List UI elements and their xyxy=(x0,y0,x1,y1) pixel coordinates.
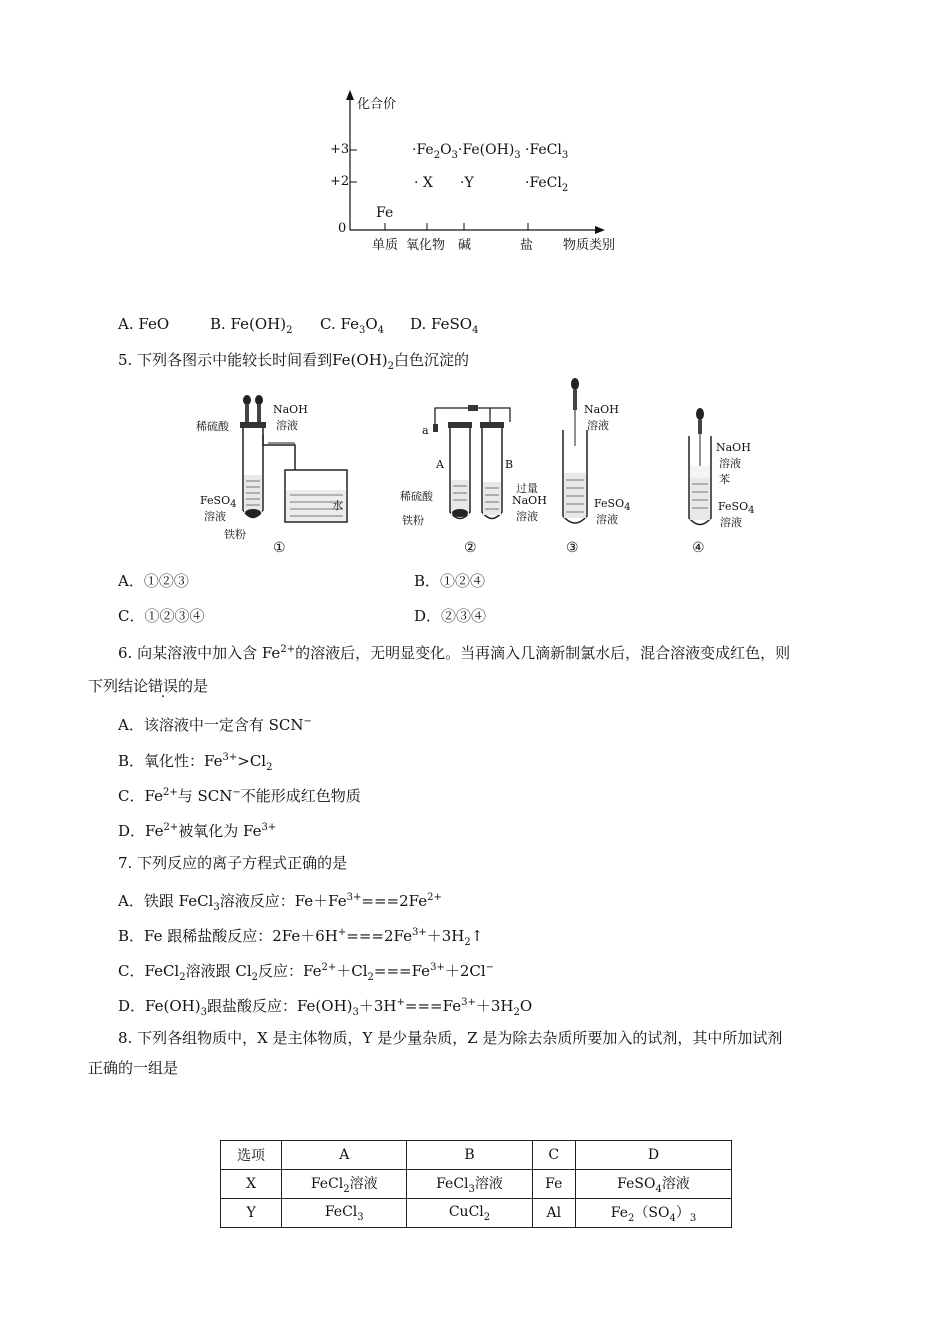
point-fecl3: ·FeCl$_3$ xyxy=(525,142,569,161)
fig2-solution-label: 溶液 xyxy=(516,510,538,523)
fig1-number: ① xyxy=(273,540,286,556)
q6-option-b: B．氧化性：$Fe^{3+}>Cl_2$ xyxy=(118,752,273,773)
fig2-tube-b-label: B xyxy=(505,458,514,471)
y-tick-label-zero: 0 xyxy=(338,221,347,236)
fig4-naoh-solution-label: 溶液 xyxy=(719,457,741,470)
q8-stem-line1: 8. 下列各组物质中，X 是主体物质，Y 是少量杂质，Z 是为除去杂质所要加入的试剂，其中所加试剂 xyxy=(118,1029,783,1047)
table-header-cell: 选项 xyxy=(221,1141,282,1170)
fig1-feso4-label: FeSO$_4$ xyxy=(200,494,237,511)
q5-option-c: C．①②③④ xyxy=(118,607,205,625)
fig2-number: ② xyxy=(464,540,477,556)
fig3-apparatus xyxy=(555,378,595,533)
fig1-naoh-label: NaOH xyxy=(273,403,308,416)
q7-option-d: D．$Fe(OH)_3$跟盐酸反应：$Fe(OH)_3+3H^+===Fe^{3+}+3H_2O$ xyxy=(118,997,533,1018)
fig3-number: ③ xyxy=(566,540,579,556)
table-cell: FeCl$_2$溶液 xyxy=(282,1170,407,1199)
table-row-label: Y xyxy=(221,1199,282,1228)
point-feoh3: $\cdot Fe(OH)_3$ xyxy=(458,142,521,161)
q6-option-a: A．该溶液中一定含有 SCN− xyxy=(118,716,312,734)
fig2-naoh-label: NaOH xyxy=(512,494,547,507)
x-label-oxide: 氧化物 xyxy=(406,238,446,253)
q6-stem-line2: 下列结论错误的是 xyxy=(88,677,209,695)
fig2-excess-label: 过量 xyxy=(516,482,538,495)
y-axis-arrow xyxy=(346,90,354,100)
table-cell: Al xyxy=(532,1199,575,1228)
fig3-naoh-solution-label: 溶液 xyxy=(587,419,609,432)
q5-stem: 5. 下列各图示中能较长时间看到$Fe(OH)_2$白色沉淀的 xyxy=(118,351,470,372)
q4-option-a: A. FeO xyxy=(118,315,170,333)
q6-emphasis-wrong: 错误 xyxy=(148,677,179,695)
fig3-feso4-label: FeSO$_4$ xyxy=(594,497,631,514)
fig1-iron-label: 铁粉 xyxy=(224,528,246,541)
x-axis-label: 物质类别 xyxy=(563,238,616,253)
x-label-element: 单质 xyxy=(372,238,399,253)
table-header-cell: C xyxy=(532,1141,575,1170)
fig3-feso4-solution-label: 溶液 xyxy=(596,513,618,526)
fig1-apparatus xyxy=(235,395,355,535)
q7-option-b: B．Fe 跟稀盐酸反应：$2Fe+6H^+===2Fe^{3+}+3H_2↑$ xyxy=(118,927,484,948)
fig4-benzene-label: 苯 xyxy=(719,473,730,486)
fig3-naoh-label: NaOH xyxy=(584,403,619,416)
fig4-feso4-solution-label: 溶液 xyxy=(720,516,742,529)
fig4-number: ④ xyxy=(692,540,705,556)
y-tick-label-plus3: +3 xyxy=(330,142,350,157)
fig1-water-label: 水 xyxy=(332,499,343,512)
table-row-label: X xyxy=(221,1170,282,1199)
fig4-naoh-label: NaOH xyxy=(716,441,751,454)
table-header-cell: A xyxy=(282,1141,407,1170)
table-header-cell: D xyxy=(575,1141,731,1170)
point-fe2o3: $\cdot Fe_2O_3$ xyxy=(412,142,458,161)
table-cell: $Fe_2(SO_4)_3$ xyxy=(575,1199,731,1228)
fig2-valve-a-label: a xyxy=(422,424,429,437)
q5-option-a: A．①②③ xyxy=(118,572,189,590)
point-fe: Fe xyxy=(376,205,394,221)
fig1-naoh-solution-label: 溶液 xyxy=(276,419,298,432)
q8-stem-line2: 正确的一组是 xyxy=(88,1059,179,1077)
q4-option-c: C. $Fe_3O_4$ xyxy=(320,315,385,336)
table-header-cell: B xyxy=(407,1141,532,1170)
table-cell: FeCl$_3$溶液 xyxy=(407,1170,532,1199)
table-row-x xyxy=(221,1170,732,1199)
point-x: · X xyxy=(414,175,433,191)
y-tick-label-plus2: +2 xyxy=(330,174,350,189)
table-cell: FeSO$_4$溶液 xyxy=(575,1170,731,1199)
x-label-base: 碱 xyxy=(458,238,472,253)
fig2-apparatus xyxy=(430,400,530,530)
y-axis-label: 化合价 xyxy=(357,97,397,112)
table-header-row xyxy=(221,1141,732,1170)
table-cell: CuCl$_2$ xyxy=(407,1199,532,1228)
q7-stem: 7. 下列反应的离子方程式正确的是 xyxy=(118,854,348,872)
point-fecl2: ·FeCl$_2$ xyxy=(525,175,569,194)
x-label-salt: 盐 xyxy=(520,238,534,253)
q6-stem-line1: 6. 向某溶液中加入含 $Fe^{2+}$的溶液后，无明显变化。当再滴入几滴新制氯水后，混合溶液变成红色，则 xyxy=(118,644,791,662)
q8-options-table xyxy=(220,1140,732,1228)
q5-option-d: D．②③④ xyxy=(414,607,487,625)
table-cell: Fe xyxy=(532,1170,575,1199)
q7-option-c: C．FeCl$_2$溶液跟 $Cl_2$反应：$Fe^{2+}+Cl_2===Fe^{3+}+2Cl^-$ xyxy=(118,962,495,983)
fig1-feso4-solution-label: 溶液 xyxy=(204,510,226,523)
point-y: ·Y xyxy=(460,175,474,191)
fig4-feso4-label: FeSO$_4$ xyxy=(718,500,755,517)
q6-option-c: C．$Fe^{2+}$与 SCN−不能形成红色物质 xyxy=(118,787,361,805)
fig4-apparatus xyxy=(680,408,720,533)
fig2-iron-label: 铁粉 xyxy=(402,514,424,527)
q7-option-a: A．铁跟 FeCl$_3$溶液反应：$Fe+Fe^{3+}===2Fe^{2+}$ xyxy=(118,892,442,913)
q4-option-d: D. FeSO$_4$ xyxy=(410,315,479,336)
q4-option-b: B. $Fe(OH)_2$ xyxy=(210,315,293,336)
table-row-y xyxy=(221,1199,732,1228)
fig2-tube-a-label: A xyxy=(436,458,444,471)
q5-option-b: B．①②④ xyxy=(414,572,486,590)
x-axis-arrow xyxy=(595,226,605,234)
q6-option-d: D．$Fe^{2+}$被氧化为 $Fe^{3+}$ xyxy=(118,822,277,840)
fig2-dilute-acid-label: 稀硫酸 xyxy=(400,490,433,503)
fig1-dilute-acid-label: 稀硫酸 xyxy=(196,420,229,433)
table-cell: FeCl$_3$ xyxy=(282,1199,407,1228)
